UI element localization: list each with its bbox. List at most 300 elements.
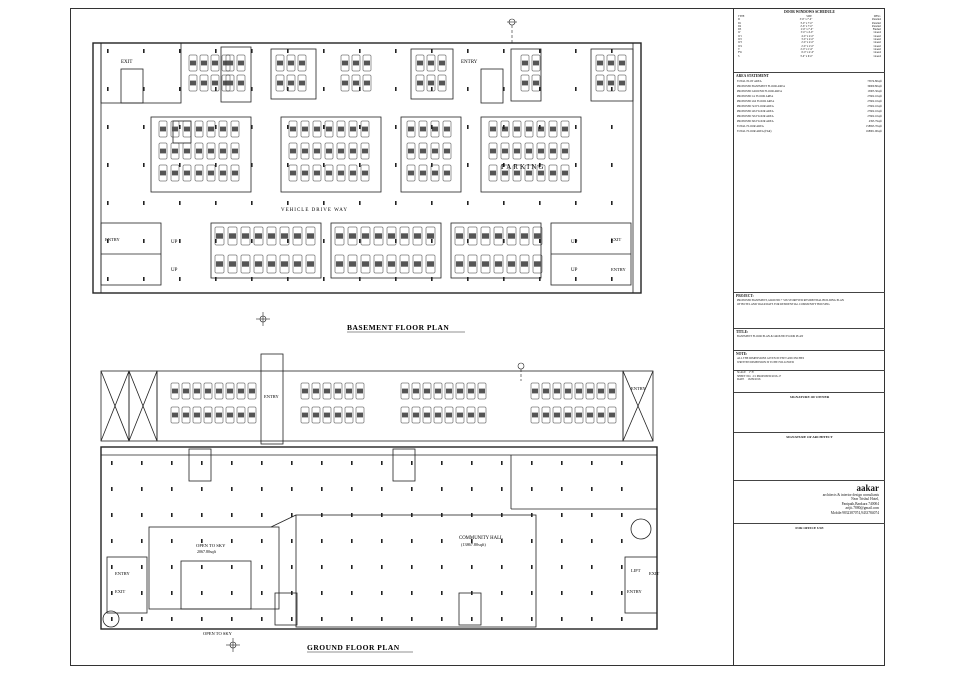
- car-window: [468, 389, 474, 394]
- car-window: [526, 149, 532, 154]
- car-window: [526, 127, 532, 132]
- column: [321, 513, 323, 517]
- car-window: [469, 233, 476, 238]
- column: [179, 201, 181, 205]
- car-window: [184, 149, 190, 154]
- title-label: TITLE:: [736, 330, 749, 334]
- ground-exit-label-left: EXIT: [115, 589, 126, 594]
- ground-lift-label: LIFT: [631, 568, 641, 573]
- car-window: [388, 261, 395, 266]
- car-window: [619, 81, 625, 86]
- door-desc: Glazed: [873, 47, 881, 51]
- car-window: [208, 171, 214, 176]
- column: [251, 239, 253, 243]
- car-window: [342, 81, 348, 86]
- column: [381, 539, 383, 543]
- car-window: [281, 233, 288, 238]
- area-label: PROPOSED 4th FLOOR AREA: [737, 110, 774, 113]
- column: [539, 125, 541, 129]
- column: [471, 591, 473, 595]
- firm-mobile: Mobile:9832387074,9433784074: [830, 510, 879, 515]
- column: [143, 239, 145, 243]
- door-size: 2'-6" x 7'-0": [800, 28, 814, 32]
- car-window: [533, 81, 539, 86]
- car-window: [342, 61, 348, 66]
- car-window: [479, 389, 485, 394]
- column: [351, 539, 353, 543]
- car-window: [439, 81, 445, 86]
- ground-entry-label-right-bottom: ENTRY: [627, 589, 642, 594]
- car-window: [508, 261, 515, 266]
- column: [111, 591, 113, 595]
- column: [395, 201, 397, 205]
- car-window: [543, 413, 549, 418]
- car-window: [349, 261, 356, 266]
- car-window: [609, 413, 615, 418]
- column: [467, 87, 469, 91]
- column: [107, 163, 109, 167]
- car-window: [336, 261, 343, 266]
- column: [431, 87, 433, 91]
- car-window: [216, 413, 222, 418]
- door-desc: Panelled: [872, 18, 881, 22]
- column: [381, 617, 383, 621]
- car-window: [346, 389, 352, 394]
- car-window: [220, 149, 226, 154]
- column: [591, 539, 593, 543]
- car-window: [208, 149, 214, 154]
- column: [201, 487, 203, 491]
- area-label: TOTAL FLOOR AREA (FAR): [737, 130, 772, 133]
- column: [287, 201, 289, 205]
- column: [575, 277, 577, 281]
- ground-floor-plan-title: GROUND FLOOR PLAN: [307, 643, 400, 652]
- column: [611, 163, 613, 167]
- car-window: [205, 389, 211, 394]
- column: [611, 49, 613, 53]
- car-window: [522, 81, 528, 86]
- column: [179, 87, 181, 91]
- column: [441, 539, 443, 543]
- car-window: [212, 81, 218, 86]
- column: [395, 163, 397, 167]
- column: [291, 617, 293, 621]
- column: [531, 487, 533, 491]
- basement-up-label-2: UP: [171, 268, 178, 273]
- column: [215, 49, 217, 53]
- office-use-label: FOR OFFICE USE: [795, 526, 824, 530]
- area-value: 15905.30sqft: [867, 90, 882, 93]
- car-window: [290, 171, 296, 176]
- car-window: [414, 233, 421, 238]
- column: [561, 461, 563, 465]
- car-window: [401, 261, 408, 266]
- column: [441, 617, 443, 621]
- car-window: [420, 127, 426, 132]
- column: [531, 513, 533, 517]
- column: [503, 87, 505, 91]
- car-window: [357, 413, 363, 418]
- door-type: S: [738, 54, 740, 58]
- car-window: [417, 81, 423, 86]
- column: [179, 49, 181, 53]
- door-size: 2'-0" x 1'-6": [800, 47, 814, 51]
- column: [621, 487, 623, 491]
- car-window: [554, 389, 560, 394]
- car-window: [314, 127, 320, 132]
- door-size: 6'-0" x 4'-0": [801, 51, 815, 55]
- car-window: [362, 171, 368, 176]
- column: [323, 49, 325, 53]
- column: [539, 277, 541, 281]
- car-window: [299, 81, 305, 86]
- firm-email: arijit.7880@gmail.com: [845, 506, 879, 511]
- column: [395, 49, 397, 53]
- car-window: [216, 233, 223, 238]
- car-window: [294, 261, 301, 266]
- column: [411, 461, 413, 465]
- car-window: [227, 389, 233, 394]
- area-value: 27602.10sqft: [867, 100, 882, 103]
- column: [381, 461, 383, 465]
- plans-area: [71, 9, 733, 665]
- column: [323, 87, 325, 91]
- ground-floor-plan: [101, 354, 660, 629]
- column: [531, 591, 533, 595]
- column: [411, 487, 413, 491]
- column: [431, 163, 433, 167]
- car-window: [268, 261, 275, 266]
- community-hall-label: COMMUNITY HALL: [459, 536, 503, 541]
- column: [231, 513, 233, 517]
- car-window: [468, 413, 474, 418]
- column: [575, 87, 577, 91]
- column: [171, 617, 173, 621]
- column: [287, 87, 289, 91]
- car-window: [160, 149, 166, 154]
- column: [561, 513, 563, 517]
- basement-floor-plan: [93, 43, 641, 293]
- column: [111, 539, 113, 543]
- column: [251, 201, 253, 205]
- door-type: W2: [738, 38, 742, 42]
- door-type: V: [738, 47, 740, 51]
- car-window: [457, 389, 463, 394]
- column: [291, 487, 293, 491]
- column: [261, 539, 263, 543]
- column: [539, 239, 541, 243]
- area-value: 36900.80sqft: [867, 85, 882, 88]
- column: [531, 565, 533, 569]
- column: [611, 125, 613, 129]
- column: [503, 239, 505, 243]
- column: [215, 125, 217, 129]
- column: [171, 461, 173, 465]
- column: [621, 461, 623, 465]
- car-window: [353, 81, 359, 86]
- car-window: [428, 81, 434, 86]
- car-window: [550, 171, 556, 176]
- car-window: [514, 127, 520, 132]
- column: [431, 201, 433, 205]
- column: [503, 201, 505, 205]
- column: [467, 49, 469, 53]
- car-window: [326, 171, 332, 176]
- column: [591, 513, 593, 517]
- car-window: [514, 149, 520, 154]
- car-window: [346, 413, 352, 418]
- owner-signature-label: SIGNATURE OF OWNER: [789, 395, 830, 399]
- column: [359, 163, 361, 167]
- car-window: [183, 389, 189, 394]
- car-window: [350, 127, 356, 132]
- column: [561, 617, 563, 621]
- door-size: 3'-0" x 4'-0": [801, 38, 814, 42]
- column: [621, 539, 623, 543]
- column: [171, 539, 173, 543]
- column: [201, 565, 203, 569]
- car-window: [565, 413, 571, 418]
- date-label: DATE: [737, 378, 745, 382]
- car-window: [338, 127, 344, 132]
- car-window: [538, 127, 544, 132]
- car-window: [249, 413, 255, 418]
- column: [561, 565, 563, 569]
- area-label: PROPOSED 2nd FLOOR AREA: [737, 100, 775, 103]
- car-window: [609, 389, 615, 394]
- column: [143, 87, 145, 91]
- column: [351, 617, 353, 621]
- column: [591, 617, 593, 621]
- column: [261, 617, 263, 621]
- column: [179, 125, 181, 129]
- car-window: [290, 149, 296, 154]
- car-window: [268, 233, 275, 238]
- car-window: [543, 389, 549, 394]
- ground-parking-bays: [171, 383, 616, 423]
- column: [231, 565, 233, 569]
- column: [321, 539, 323, 543]
- column: [575, 201, 577, 205]
- car-window: [413, 389, 419, 394]
- column: [215, 201, 217, 205]
- door-size: 5'-0" x 4'-0": [800, 31, 814, 35]
- area-statement-rows: [734, 79, 885, 134]
- column: [261, 487, 263, 491]
- car-window: [428, 61, 434, 66]
- area-value: 27602.10sqft: [867, 95, 882, 98]
- car-window: [232, 171, 238, 176]
- column: [441, 461, 443, 465]
- column: [381, 487, 383, 491]
- car-window: [172, 413, 178, 418]
- car-window: [457, 413, 463, 418]
- car-window: [408, 171, 414, 176]
- column: [471, 461, 473, 465]
- column: [107, 49, 109, 53]
- column: [143, 49, 145, 53]
- car-window: [288, 81, 294, 86]
- column: [471, 565, 473, 569]
- car-window: [302, 171, 308, 176]
- car-window: [526, 171, 532, 176]
- column: [351, 461, 353, 465]
- column: [381, 513, 383, 517]
- column: [171, 513, 173, 517]
- column: [107, 277, 109, 281]
- column: [251, 125, 253, 129]
- column: [171, 487, 173, 491]
- title-block: [733, 9, 885, 665]
- area-label: TOTAL PLOT AREA: [737, 80, 762, 83]
- car-window: [446, 413, 452, 418]
- car-window: [608, 61, 614, 66]
- area-label: PROPOSED 3rd FLOOR AREA: [737, 105, 774, 108]
- door-size: 4'-0" x 4'-0": [801, 34, 814, 38]
- column: [575, 49, 577, 53]
- column: [395, 239, 397, 243]
- column: [467, 201, 469, 205]
- car-window: [338, 149, 344, 154]
- door-desc: Glazed: [873, 51, 881, 55]
- column: [111, 461, 113, 465]
- car-window: [446, 389, 452, 394]
- firm-tagline: architects & interior design consultants: [822, 493, 879, 497]
- column: [501, 513, 503, 517]
- ground-columns: [111, 461, 623, 621]
- column: [501, 461, 503, 465]
- car-window: [439, 61, 445, 66]
- column: [141, 591, 143, 595]
- basement-entry-label-right: ENTRY: [611, 267, 626, 272]
- column: [321, 461, 323, 465]
- car-window: [495, 233, 502, 238]
- column: [215, 163, 217, 167]
- column: [359, 125, 361, 129]
- area-label: TOTAL FLOOR AREA: [737, 125, 764, 128]
- column: [287, 163, 289, 167]
- car-window: [184, 127, 190, 132]
- car-window: [313, 413, 319, 418]
- column: [107, 87, 109, 91]
- door-size: 2'-0" x 2'-0": [801, 44, 814, 48]
- area-statement-row: [734, 129, 885, 134]
- column: [441, 513, 443, 517]
- car-window: [160, 171, 166, 176]
- car-window: [238, 81, 244, 86]
- door-type: W4: [738, 44, 742, 48]
- title-box: [734, 329, 885, 351]
- car-window: [362, 261, 369, 266]
- column: [381, 565, 383, 569]
- door-schedule-rows: [734, 18, 885, 58]
- car-window: [538, 171, 544, 176]
- door-desc: Glazed: [873, 44, 881, 48]
- car-window: [495, 261, 502, 266]
- column: [503, 49, 505, 53]
- car-window: [608, 81, 614, 86]
- door-size: 3'-0" x 6'-0": [800, 54, 813, 58]
- door-desc: Glazed: [873, 41, 881, 45]
- car-window: [532, 389, 538, 394]
- car-window: [490, 171, 496, 176]
- column: [231, 617, 233, 621]
- car-window: [313, 389, 319, 394]
- car-window: [587, 389, 593, 394]
- car-window: [420, 149, 426, 154]
- column: [323, 277, 325, 281]
- area-value: 27602.10sqft: [867, 110, 882, 113]
- column: [431, 49, 433, 53]
- car-window: [201, 81, 207, 86]
- vehicle-drive-way-label: VEHICLE DRIVE WAY: [281, 208, 348, 213]
- car-window: [232, 149, 238, 154]
- area-value: 27602.10sqft: [867, 115, 882, 118]
- area-label: PROPOSED BASEMENT FLOOR AREA: [737, 85, 786, 88]
- car-window: [281, 261, 288, 266]
- column: [287, 277, 289, 281]
- column: [621, 591, 623, 595]
- car-window: [444, 149, 450, 154]
- car-window: [338, 171, 344, 176]
- door-schedule-row: [734, 55, 885, 58]
- car-window: [427, 233, 434, 238]
- floor-plans-svg: [71, 9, 733, 665]
- car-window: [362, 127, 368, 132]
- column: [143, 163, 145, 167]
- car-window: [388, 233, 395, 238]
- column: [215, 277, 217, 281]
- car-window: [302, 389, 308, 394]
- car-window: [326, 127, 332, 132]
- column: [231, 461, 233, 465]
- column: [143, 201, 145, 205]
- door-type: W3: [738, 41, 742, 45]
- car-window: [288, 61, 294, 66]
- column: [411, 513, 413, 517]
- car-window: [212, 61, 218, 66]
- firm-block: [734, 481, 885, 527]
- car-window: [375, 261, 382, 266]
- project-box: [734, 293, 885, 329]
- column: [411, 591, 413, 595]
- car-window: [508, 233, 515, 238]
- car-window: [302, 413, 308, 418]
- area-value: 4395.79sqft: [868, 120, 882, 123]
- column: [171, 591, 173, 595]
- column: [359, 239, 361, 243]
- car-window: [196, 171, 202, 176]
- column: [611, 201, 613, 205]
- door-schedule-title: DOOR WINDOWS SCHEDULE: [784, 10, 835, 14]
- section-mark-top: [507, 19, 517, 43]
- car-window: [324, 413, 330, 418]
- car-window: [456, 233, 463, 238]
- column: [251, 277, 253, 281]
- car-window: [220, 171, 226, 176]
- basement-parking-bays: [159, 55, 626, 273]
- car-window: [362, 233, 369, 238]
- note-line-2: WRITTEN DIMENSION IS TO BE FOLLOWED: [737, 360, 794, 364]
- sheet-label: SHEET NO.: [737, 374, 752, 378]
- car-window: [490, 127, 496, 132]
- car-window: [522, 61, 528, 66]
- column: [359, 201, 361, 205]
- column: [467, 277, 469, 281]
- column: [531, 461, 533, 465]
- column: [261, 565, 263, 569]
- area-statement-box: [734, 73, 885, 293]
